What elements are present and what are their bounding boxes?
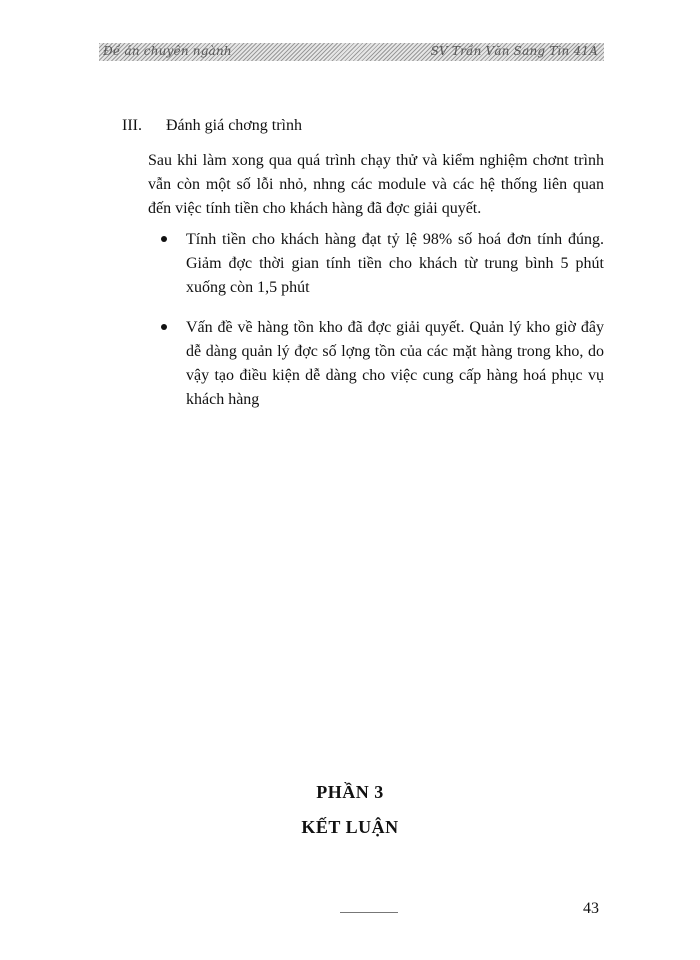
part-name-heading: KẾT LUẬN bbox=[301, 817, 399, 837]
bullet-dot-icon bbox=[161, 324, 167, 330]
bullet-list bbox=[158, 228, 604, 428]
page-number: 43 bbox=[583, 900, 599, 917]
header-right-text: SV Trần Văn Sang Tin 41A bbox=[430, 44, 598, 58]
section-title: Đánh giá chơng trình bbox=[165, 117, 302, 134]
bullet-item bbox=[158, 228, 604, 300]
body-paragraph: Sau khi làm xong qua quá trình chạy thử và kiểm nghiệm chơnt trình vẫn còn một số lỗi nhỏ, nhng các module và các hệ thống liên quan đến việc tính tiền cho khách hàng đã đợc giải quyết. bbox=[148, 152, 604, 217]
page-header bbox=[99, 43, 604, 61]
bullet-item bbox=[158, 316, 604, 412]
footer-divider bbox=[340, 912, 398, 913]
header-left-text: Đề án chuyên ngành bbox=[103, 44, 232, 58]
section-heading bbox=[122, 117, 302, 135]
bullet-dot-icon bbox=[161, 236, 167, 242]
section-numeral: III. bbox=[122, 117, 142, 134]
bullet-text: Vấn đề về hàng tồn kho đã đợc giải quyết. Quản lý kho giờ đây dễ dàng quản lý đợc số lợng tồn của các mặt hàng trong kho, do vậy tạo điều kiện dễ dàng cho việc cung cấp hàng hoá phục vụ khách hàng bbox=[186, 319, 604, 408]
bullet-text: Tính tiền cho khách hàng đạt tỷ lệ 98% số hoá đơn tính đúng. Giảm đợc thời gian tính tiền cho khách từ trung bình 5 phút xuống còn 1,5 phút bbox=[186, 231, 604, 296]
part-number-heading: PHẦN 3 bbox=[316, 782, 384, 802]
